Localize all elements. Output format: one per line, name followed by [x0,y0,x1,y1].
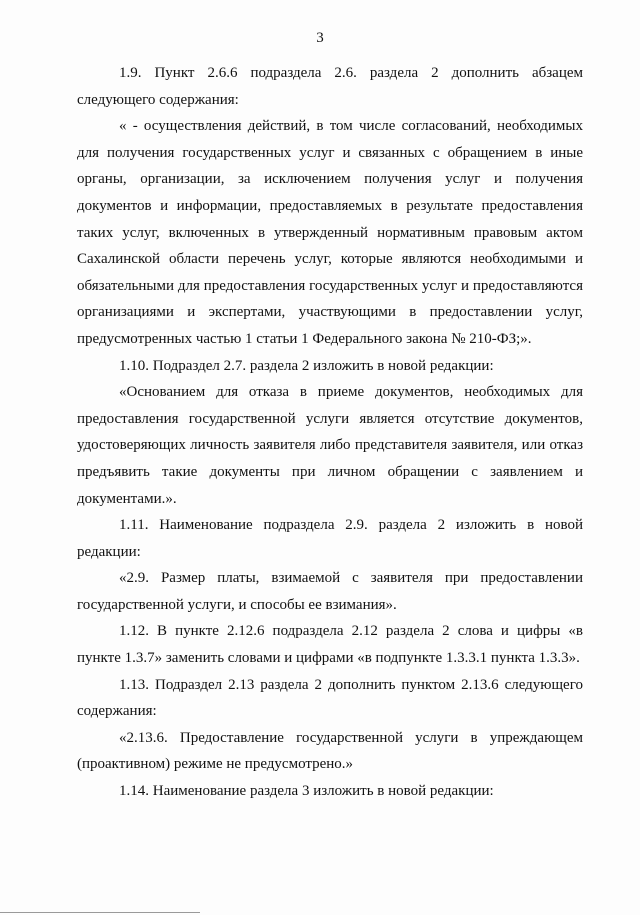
paragraph-1-12: 1.12. В пункте 2.12.6 подраздела 2.12 раздела 2 слова и цифры «в пункте 1.3.7» заменить словами и цифрами «в подпункте 1.3.3.1 пункта 1.3.3». [77,623,583,667]
paragraph-1-11-quote: «2.9. Размер платы, взимаемой с заявителя при предоставлении государственной услуги, и способы ее взимания». [77,570,583,613]
paragraph-1-13-quote: «2.13.6. Предоставление государственной услуги в упреждающем (проактивном) режиме не предусмотрено.» [77,729,583,773]
paragraph-1-9-quote: « - осуществления действий, в том числе согласований, необходимых для получения государственных услуг и связанных с обращением в иные органы, организации, за исключением получения услуг и получения документов и информации, предоставляемых в результате предоставления таких услуг, включенных в утвержденный нормативным правовым актом Сахалинской области перечень услуг, которые являются необходимыми и обязательными для предоставления государственных услуг и предоставляются организациями и экспертами, участвующими в предоставлении услуг, предусмотренных частью 1 статьи 1 Федерального закона № 210-ФЗ;». [77,118,583,347]
paragraph-1-10-quote: «Основанием для отказа в приеме документов, необходимых для предоставления государственной услуги является отсутствие документов, удостоверяющих личность заявителя либо представителя заявителя, или отказ предъявить такие документы при личном обращении с заявлением и документами.». [77,384,583,507]
paragraph-1-14: 1.14. Наименование раздела 3 изложить в новой редакции: [119,783,494,800]
paragraph-1-10: 1.10. Подраздел 2.7. раздела 2 изложить в новой редакции: [119,357,494,374]
page-number: 3 [316,30,324,46]
scan-edge-line [0,912,200,913]
paragraph-1-9: 1.9. Пункт 2.6.6 подраздела 2.6. раздела 2 дополнить абзацем следующего содержания: [77,65,583,108]
paragraph-1-11: 1.11. Наименование подраздела 2.9. раздела 2 изложить в новой редакции: [77,517,583,560]
paragraph-1-13: 1.13. Подраздел 2.13 раздела 2 дополнить пунктом 2.13.6 следующего содержания: [77,676,583,720]
document-body [77,60,583,805]
